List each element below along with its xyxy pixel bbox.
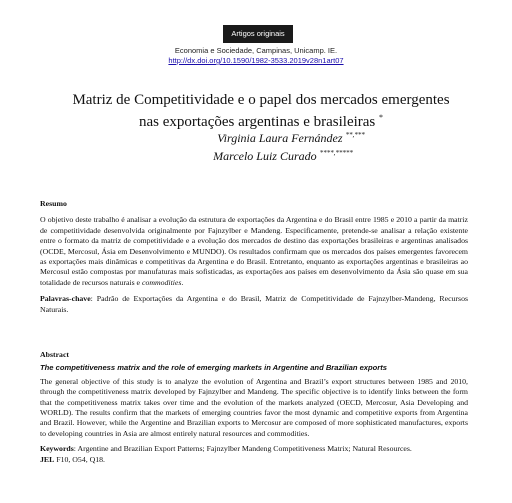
- abstract-subtitle: The competitiveness matrix and the role of emerging markets in Argentine and Brazilian exports: [40, 363, 388, 373]
- jel-text: F10, O54, Q18.: [54, 454, 105, 464]
- author-list: [20, 128, 502, 164]
- author-2: [20, 146, 502, 164]
- jel-label: JEL: [40, 454, 55, 464]
- author-2-footnote-marks: ****,*****: [319, 149, 353, 157]
- jel-codes: [40, 455, 468, 465]
- author-1: [20, 128, 502, 146]
- resumo-section: [40, 199, 468, 315]
- article-title: [20, 92, 502, 131]
- section-badge: Artigos originais: [223, 25, 293, 43]
- keywords-text: : Argentine and Brazilian Export Patterns; Fajnzylber Mandeng Competitiveness Matrix; Natural Resources.: [73, 444, 412, 454]
- title-line-2-text: nas exportações argentinas e brasileiras: [138, 114, 376, 130]
- palavras-chave: [40, 294, 468, 315]
- abstract-body: The general objective of this study is to analyze the evolution of Argentina and Brazil’s export structures between 1985 and 2010, through the competitiveness matrix developed by Fajnzylber and Mandeng. The specific objective is to identify links between the form that the competitiveness matrix takes over time and the evolution of the markets analyzed (OECD, Mercosur, Asia Developing and WORLD). The results confirm that the markets of emerging countries favor the most dynamic and competitive exports from Argentina and Brazil. However, while the Argentine and Brazilian exports to Mercosur are composed of more sophisticated manufactures, exports to developing countries in Asia are almost entirely natural resources and commodities.: [40, 376, 468, 438]
- abstract-heading: Abstract: [40, 350, 70, 359]
- title-footnote-mark: *: [379, 113, 384, 122]
- palavras-chave-label: Palavras-chave: [40, 294, 91, 304]
- keywords: [40, 444, 468, 454]
- keywords-label: Keywords: [40, 444, 74, 454]
- palavras-chave-text: : Padrão de Exportações da Argentina e do Brasil, Matriz de Competitividade de Fajnzylber-Mandeng, Recursos Naturais.: [40, 294, 468, 314]
- resumo-body: [40, 215, 468, 288]
- resumo-heading: Resumo: [40, 199, 67, 208]
- resumo-text: O objetivo deste trabalho é analisar a evolução da estrutura de exportações da Argentina e do Brasil entre 1985 e 2010 a partir da matriz de competitividade desenvolvida originalmente por Fajnzylber e Mandeng. Especificamente, pretende-se analisar a relação existente entre o formato da matriz de competitividade e a evolução dos mercados de destino das exportações brasileiras e argentinas analisados (OCDE, Mercosul, Ásia em Desenvolvimento e MUNDO). Os resultados confirmam que os mercados dos países emergentes favorecem as exportações mais dinâmicas e competitivas da Argentina e do Brasil. Entretanto, enquanto as exportações argentinas e brasileiras ao Mercosul estão compostas por manufaturas mais sofisticadas, as exportações aos países em desenvolvimento da Ásia são quase em sua totalidade de recursos naturais e: [40, 215, 468, 287]
- author-1-footnote-marks: **,***: [345, 131, 365, 139]
- doi-link[interactable]: http://dx.doi.org/10.1590/1982-3533.2019v28n1art07: [168, 56, 344, 65]
- journal-header: [0, 46, 512, 66]
- author-1-name: Virginia Laura Fernández: [217, 131, 343, 145]
- title-line-1: Matriz de Competitividade e o papel dos mercados emergentes: [72, 92, 450, 108]
- author-2-name: Marcelo Luiz Curado: [213, 149, 317, 163]
- resumo-italic-term: commodities: [141, 277, 182, 287]
- resumo-period: .: [181, 277, 184, 287]
- abstract-section: [40, 350, 468, 465]
- journal-citation: Economia e Sociedade, Campinas, Unicamp. IE.: [174, 46, 338, 55]
